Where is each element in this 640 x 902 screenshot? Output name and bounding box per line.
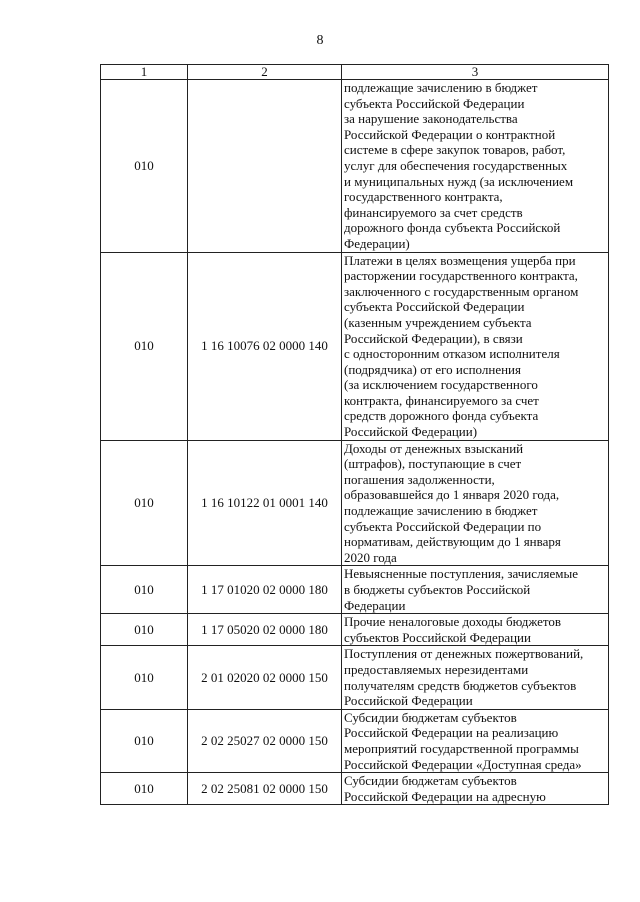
page-number: 8 <box>316 33 324 48</box>
admin-code-cell: 010 <box>101 646 188 709</box>
description-cell: Платежи в целях возмещения ущерба при расторжении государственного контракта, заключенного с государственным органом субъекта Российской Федерации (казенным учреждением субъекта Российской Федерации), в связи с односторонним отказом исполнителя (подрядчика) от его исполнения (за исключением государственного контракта, финансируемого за счет средств дорожного фонда субъекта Российской Федерации) <box>342 252 609 440</box>
table-row <box>101 773 609 805</box>
table-row <box>101 252 609 440</box>
budget-code-cell <box>188 80 342 253</box>
table-row <box>101 440 609 566</box>
table-row <box>101 80 609 253</box>
admin-code-cell: 010 <box>101 614 188 646</box>
budget-code-cell: 2 02 25027 02 0000 150 <box>188 709 342 772</box>
budget-code-cell: 1 16 10076 02 0000 140 <box>188 252 342 440</box>
admin-code-cell: 010 <box>101 252 188 440</box>
description-cell: Прочие неналоговые доходы бюджетов субъектов Российской Федерации <box>342 614 609 646</box>
header-col-2: 2 <box>188 65 342 80</box>
description-cell: Поступления от денежных пожертвований, предоставляемых нерезидентами получателям средств бюджетов субъектов Российской Федерации <box>342 646 609 709</box>
description-cell: Доходы от денежных взысканий (штрафов), поступающие в счет погашения задолженности, образовавшейся до 1 января 2020 года, подлежащие зачислению в бюджет субъекта Российской Федерации по нормативам, действующим до 1 января 2020 года <box>342 440 609 566</box>
table-row <box>101 614 609 646</box>
admin-code-cell: 010 <box>101 773 188 805</box>
budget-code-cell: 1 16 10122 01 0001 140 <box>188 440 342 566</box>
table-row <box>101 709 609 772</box>
admin-code-cell: 010 <box>101 80 188 253</box>
admin-code-cell: 010 <box>101 566 188 614</box>
description-cell: Субсидии бюджетам субъектов Российской Федерации на реализацию мероприятий государственной программы Российской Федерации «Доступная среда» <box>342 709 609 772</box>
table-header-row <box>101 65 609 80</box>
description-cell: подлежащие зачислению в бюджет субъекта Российской Федерации за нарушение законодательства Российской Федерации о контрактной системе в сфере закупок товаров, работ, услуг для обеспечения государственных и муниципальных нужд (за исключением государственного контракта, финансируемого за счет средств дорожного фонда субъекта Российской Федерации) <box>342 80 609 253</box>
budget-revenue-table <box>100 64 609 805</box>
admin-code-cell: 010 <box>101 709 188 772</box>
table-row <box>101 566 609 614</box>
budget-code-cell: 1 17 05020 02 0000 180 <box>188 614 342 646</box>
budget-code-cell: 2 01 02020 02 0000 150 <box>188 646 342 709</box>
budget-code-cell: 2 02 25081 02 0000 150 <box>188 773 342 805</box>
description-cell: Невыясненные поступления, зачисляемые в бюджеты субъектов Российской Федерации <box>342 566 609 614</box>
budget-code-cell: 1 17 01020 02 0000 180 <box>188 566 342 614</box>
table-row <box>101 646 609 709</box>
header-col-1: 1 <box>101 65 188 80</box>
header-col-3: 3 <box>342 65 609 80</box>
description-cell: Субсидии бюджетам субъектов Российской Федерации на адресную <box>342 773 609 805</box>
admin-code-cell: 010 <box>101 440 188 566</box>
